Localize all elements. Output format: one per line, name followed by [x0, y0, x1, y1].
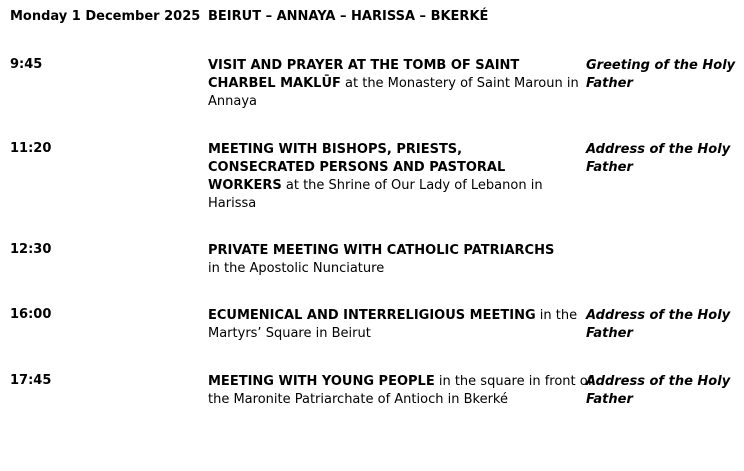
event-description: [208, 57, 588, 111]
event-location: at the Monastery of Saint Maroun in Annaya: [208, 76, 579, 109]
event-time: 11:20: [10, 141, 52, 156]
event-description: [208, 307, 588, 343]
schedule-header: [10, 9, 488, 24]
event-title: MEETING WITH YOUNG PEOPLE: [208, 374, 435, 389]
event-time: 16:00: [10, 307, 52, 322]
event-description: [208, 141, 568, 213]
header-route: BEIRUT – ANNAYA – HARISSA – BKERKÉ: [208, 9, 489, 24]
event-description: [208, 242, 593, 278]
event-location: at the Shrine of Our Lady of Lebanon in Harissa: [208, 178, 543, 211]
event-time: 17:45: [10, 373, 52, 388]
event-note: Address of the Holy Father: [586, 374, 731, 407]
event-title: ECUMENICAL AND INTERRELIGIOUS MEETING: [208, 308, 536, 323]
event-time: 9:45: [10, 57, 43, 72]
event-note: Address of the Holy Father: [586, 142, 731, 175]
header-date: Monday 1 December 2025: [10, 9, 201, 24]
event-note: Greeting of the Holy Father: [586, 58, 736, 91]
event-time: 12:30: [10, 242, 52, 257]
event-location: in the Apostolic Nunciature: [208, 261, 385, 276]
event-description: [208, 373, 593, 409]
event-location: in the Martyrs’ Square in Beirut: [208, 308, 578, 341]
event-location: in the square in front of the Maronite Patriarchate of Antioch in Bkerké: [208, 374, 593, 407]
event-title: VISIT AND PRAYER AT THE TOMB OF SAINT CHARBEL MAKLŪF: [208, 58, 520, 91]
event-title: MEETING WITH BISHOPS, PRIESTS, CONSECRATED PERSONS AND PASTORAL WORKERS: [208, 142, 506, 193]
event-note: Address of the Holy Father: [586, 308, 731, 341]
event-title: PRIVATE MEETING WITH CATHOLIC PATRIARCHS: [208, 243, 555, 258]
